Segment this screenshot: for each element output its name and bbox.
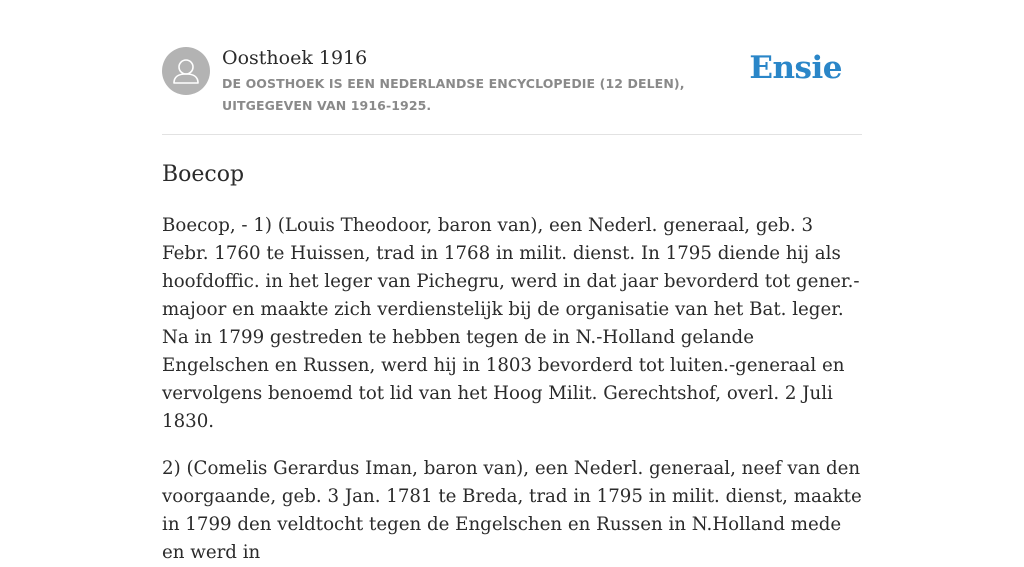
user-icon <box>162 47 210 95</box>
source-description: DE OOSTHOEK IS EEN NEDERLANDSE ENCYCLOPEDIE (12 DELEN), UITGEGEVEN VAN 1916-1925. <box>222 76 685 113</box>
source-header <box>162 0 862 135</box>
article-paragraph: 2) (Comelis Gerardus Iman, baron van), een Nederl. generaal, neef van den voorgaande, geb. 3 Jan. 1781 te Breda, trad in 1795 in milit. dienst, maakte in 1799 den veldtocht tegen de Engelschen en Russen in N.Holland mede en werd in <box>162 458 862 563</box>
article-title: Boecop <box>162 162 245 187</box>
ensie-logo[interactable]: Ensie <box>749 50 842 86</box>
article-body <box>162 212 862 567</box>
article-paragraph: Boecop, - 1) (Louis Theodoor, baron van), een Nederl. generaal, geb. 3 Febr. 1760 te Huissen, trad in 1768 in milit. dienst. In 1795 diende hij als hoofdoffic. in het leger van Pichegru, werd in dat jaar bevorderd tot gener.-majoor en maakte zich verdienstelijk bij de organisatie van het Bat. leger. Na in 1799 gestreden te hebben tegen de in N.-Holland gelande Engelschen en Russen, werd hij in 1803 bevorderd tot luiten.-generaal en vervolgens benoemd tot lid van het Hoog Milit. Gerechtshof, overl. 2 Juli 1830. <box>162 215 860 432</box>
source-info <box>222 45 762 117</box>
source-title[interactable]: Oosthoek 1916 <box>222 47 368 69</box>
page <box>162 0 862 563</box>
avatar[interactable] <box>162 47 210 95</box>
